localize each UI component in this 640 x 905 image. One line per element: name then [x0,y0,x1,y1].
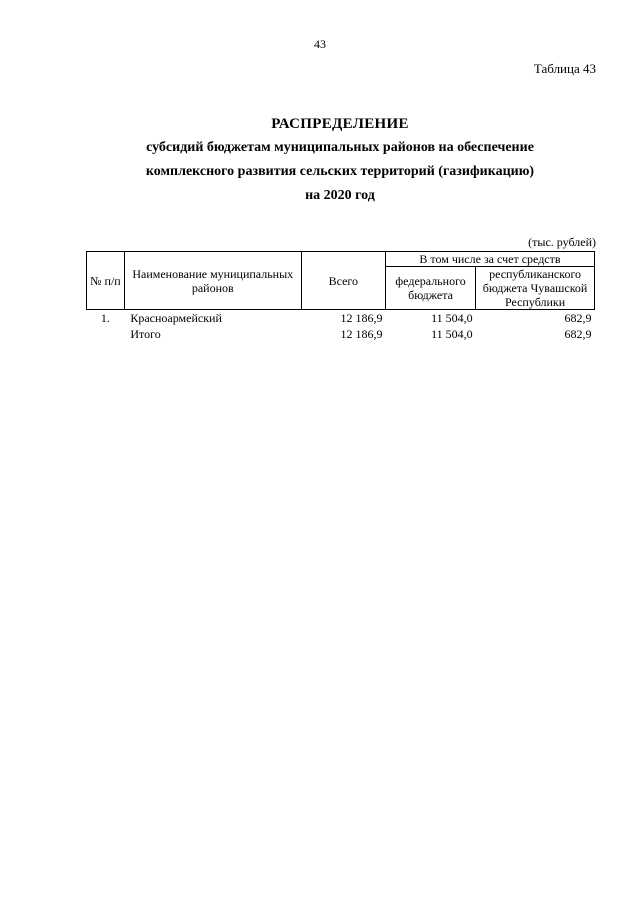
table-row [87,310,595,327]
header-including: В том числе за счет средств [385,252,594,267]
page-number: 43 [314,37,326,51]
table-row [87,326,595,342]
title-main: РАСПРЕДЕЛЕНИЕ [271,116,409,132]
row-name: Итого [130,327,161,341]
header-republic: республиканского бюджета Чувашской Республики [476,267,595,310]
units-label: (тыс. рублей) [528,235,596,249]
document-title [86,112,594,208]
header-federal: федерального бюджета [385,267,475,310]
row-total: 12 186,9 [340,327,383,341]
row-republic: 682,9 [476,310,595,327]
row-num [87,326,125,342]
header-total: Всего [301,252,385,310]
row-num: 1. [87,310,125,327]
table-label: Таблица 43 [533,61,596,76]
row-federal: 11 504,0 [385,310,475,327]
row-republic: 682,9 [564,327,592,341]
header-num: № п/п [87,252,125,310]
row-federal: 11 504,0 [431,327,473,341]
header-name: Наименование муниципальных районов [124,252,301,310]
subsidy-table [86,251,595,342]
title-line-1: субсидий бюджетам муниципальных районов на обеспечение [146,140,534,155]
title-line-3: на 2020 год [305,188,375,203]
row-total: 12 186,9 [301,310,385,327]
title-line-2: комплексного развития сельских территорий (газификацию) [145,164,535,179]
row-name: Красноармейский [124,310,301,327]
